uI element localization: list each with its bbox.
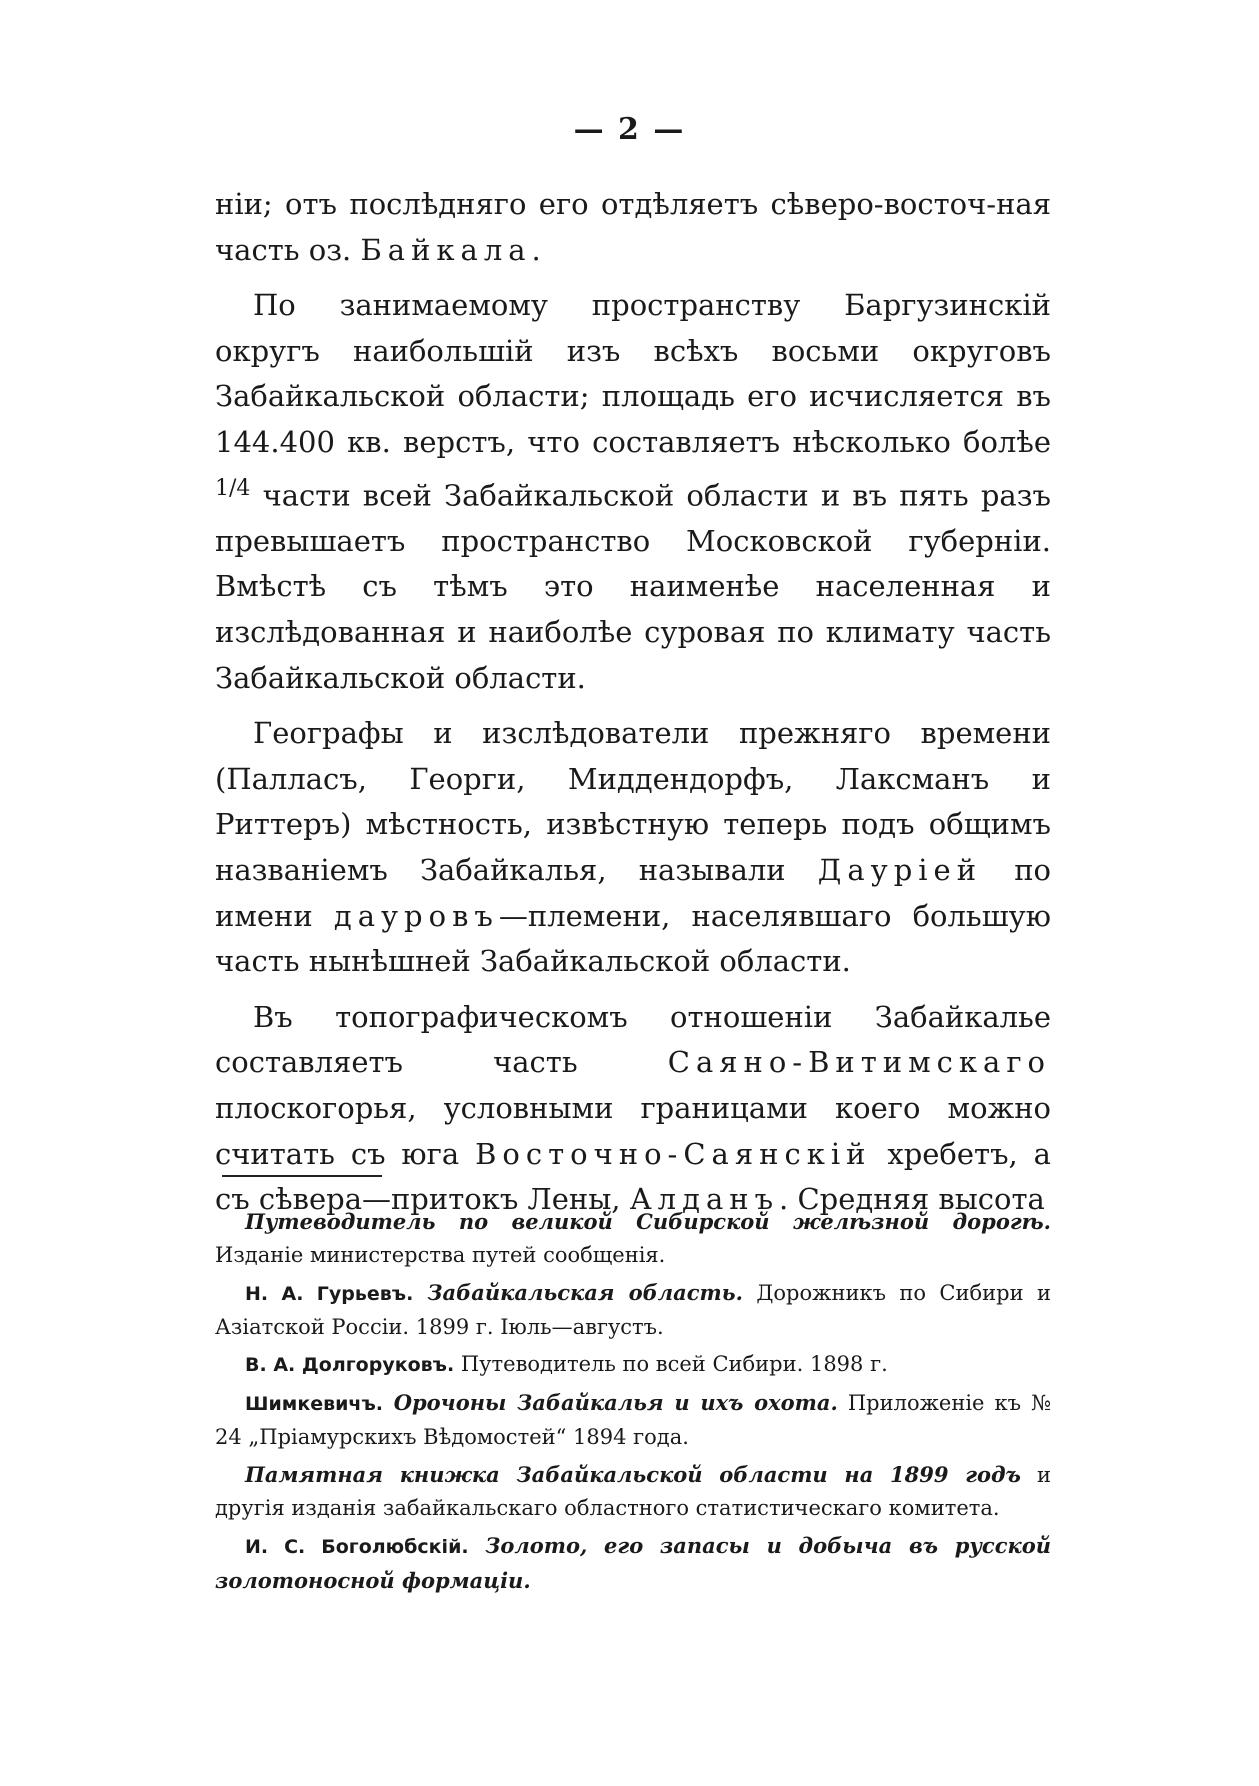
footnote-2-title: Забайкальская область. bbox=[413, 1280, 743, 1305]
footnote-1-rest: Изданiе министерства путей сообщенiя. bbox=[215, 1243, 666, 1267]
footnotes bbox=[215, 1205, 1051, 1602]
paragraph-1-spaced: Байкала bbox=[360, 232, 532, 267]
footnote-1 bbox=[215, 1205, 1051, 1272]
paragraph-1 bbox=[215, 182, 1051, 273]
paragraph-3-spaced-2: дауровъ bbox=[333, 898, 499, 933]
paragraph-3-text-b: по имени bbox=[215, 852, 1051, 933]
footnote-5-title: Памятная книжка Забайкальской области на 1899 годъ bbox=[245, 1462, 1021, 1487]
main-text bbox=[215, 182, 1051, 1233]
footnote-5 bbox=[215, 1458, 1051, 1525]
paragraph-3-text-a: Географы и изслѣдователи прежняго времени (Палласъ, Георги, Миддендорфъ, Лаксманъ и Риттеръ) мѣстность, извѣстную теперь подъ общимъ названiемъ Забайкалья, называли bbox=[215, 716, 1051, 887]
footnote-3-rest: Путеводитель по всей Сибири. 1898 г. bbox=[454, 1352, 888, 1376]
footnote-3-author: В. А. Долгоруковъ. bbox=[245, 1354, 455, 1376]
footnote-6-author: И. С. Боголюбскiй. bbox=[245, 1536, 469, 1558]
paragraph-4-text-b: плоскогорья, условными границами коего можно считать съ юга bbox=[215, 1090, 1051, 1171]
paragraph-2 bbox=[215, 283, 1051, 701]
footnote-4-title: Орочоны Забайкалья и ихъ охота. bbox=[382, 1390, 838, 1415]
footnote-divider bbox=[222, 1175, 382, 1177]
paragraph-1-text-a: нiи; отъ послѣдняго его отдѣляетъ сѣверо-восточ-ная часть оз. bbox=[215, 187, 1051, 267]
paragraph-3-spaced-1: Даурiей bbox=[817, 852, 983, 887]
paragraph-2-text-b: части всей Забайкальской области и въ пять разъ превышаетъ пространство Московской губернiи. Вмѣстѣ съ тѣмъ это наименѣе населенная и изслѣдованная и наиболѣе суровая по климату часть Забайкальской области. bbox=[215, 478, 1051, 695]
footnote-6 bbox=[215, 1529, 1051, 1598]
paragraph-1-text-b: . bbox=[531, 232, 541, 267]
paragraph-4-text-c: хребетъ, а съ сѣвера—притокъ Лены, bbox=[215, 1136, 1051, 1217]
paragraph-4-text-d: . Средняя высота bbox=[779, 1182, 1045, 1217]
footnote-2-rest: Дорожникъ по Сибири и Азiатской Россiи. 1899 г. Iюль—августъ. bbox=[215, 1281, 1051, 1339]
paragraph-4-spaced-3: Алданъ bbox=[629, 1182, 780, 1217]
paragraph-3 bbox=[215, 711, 1051, 985]
footnote-2 bbox=[215, 1276, 1051, 1344]
footnote-1-title: Путеводитель по великой Сибирской желѣзной дорогѣ. bbox=[245, 1209, 1051, 1234]
paragraph-4-spaced-1: Саяно-Витимскаго bbox=[667, 1045, 1051, 1080]
paragraph-2-text-a: По занимаемому пространству Баргузинскiй округъ наибольшiй изъ всѣхъ восьми округовъ Забайкальской области; площадь его исчисляется въ 144.400 кв. верстъ, что составляетъ нѣсколько болѣе bbox=[215, 288, 1051, 459]
footnote-3 bbox=[215, 1348, 1051, 1382]
footnote-2-author: Н. А. Гурьевъ. bbox=[245, 1283, 414, 1305]
footnote-5-rest: и другiя изданiя забайкальскаго областного статистическаго комитета. bbox=[215, 1463, 1051, 1520]
page-number: — 2 — bbox=[573, 112, 686, 147]
footnote-4 bbox=[215, 1386, 1051, 1454]
footnote-4-rest: Приложенiе къ № 24 „Прiамурскихъ Вѣдомостей“ 1894 года. bbox=[215, 1391, 1051, 1449]
paragraph-4-text-a: Въ топографическомъ отношенiи Забайкалье составляетъ часть bbox=[215, 999, 1051, 1080]
paragraph-4 bbox=[215, 995, 1051, 1223]
fraction-quarter: 1/4 bbox=[215, 475, 251, 501]
footnote-4-author: Шимкевичъ. bbox=[245, 1393, 383, 1415]
paragraph-4-spaced-2: Восточно-Саянскiй bbox=[475, 1136, 872, 1171]
footnote-6-title: Золото, его запасы и добыча въ русской золотоносной формацiи. bbox=[215, 1533, 1051, 1593]
paragraph-3-text-c: —племени, населявшаго большую часть нынѣшней Забайкальской области. bbox=[215, 898, 1051, 979]
